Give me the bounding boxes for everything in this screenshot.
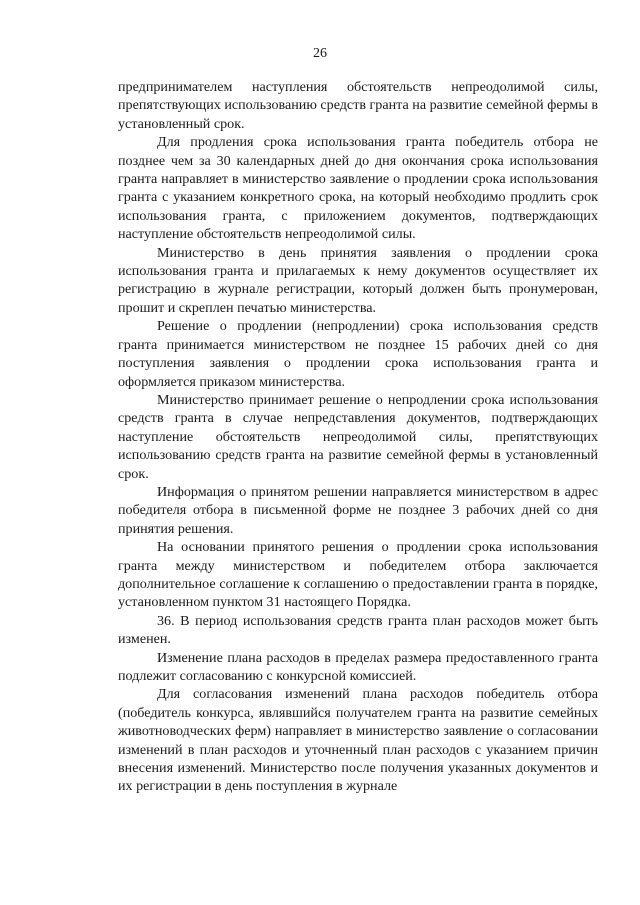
page-number: 26 [313, 46, 327, 61]
paragraph-extension-decision: Решение о продлении (непродлении) срока использования средств гранта принимается министерством не позднее 15 рабочих дней со дня поступления заявления о продлении срока использования гранта и оформляется приказом министерства. [118, 318, 598, 390]
paragraph-plan-change-procedure: Для согласования изменений плана расходов победитель отбора (победитель конкурса, являвшийся получателем гранта на развитие семейных животноводческих ферм) направляет в министерство заявление о согласовании изменений в план расходов и уточненный план расходов с указанием причин внесения изменений. Министерство после получения указанных документов и их регистрации в день поступления в журнале [118, 686, 598, 795]
paragraph-decision-notification: Информация о принятом решении направляется министерством в адрес победителя отбора в письменной форме не позднее 3 рабочих дней со дня принятия решения. [118, 483, 598, 537]
paragraph-additional-agreement: На основании принятого решения о продлении срока использования гранта между министерством и победителем отбора заключается дополнительное соглашение к соглашению о предоставлении гранта в порядке, установленном пунктом 31 настоящего Порядка. [118, 539, 598, 611]
paragraph-section-36: 36. В период использования средств гранта план расходов может быть изменен. [118, 612, 598, 648]
paragraph-application-registration: Министерство в день принятия заявления о продлении срока использования гранта и прилагаемых к нему документов осуществляет их регистрацию в журнале регистрации, который должен быть пронумерован, прошит и скреплен печатью министерства. [118, 244, 598, 316]
paragraph-plan-change-approval: Изменение плана расходов в пределах размера предоставленного гранта подлежит согласованию с конкурсной комиссией. [118, 649, 598, 684]
document-body [118, 78, 598, 796]
paragraph-continuation: предпринимателем наступления обстоятельств непреодолимой силы, препятствующих использованию средств гранта на развитие семейной фермы в установленный срок. [118, 79, 598, 132]
paragraph-grant-extension-request: Для продления срока использования гранта победитель отбора не позднее чем за 30 календарных дней до дня окончания срока использования гранта направляет в министерство заявление о продлении срока использования гранта с указанием конкретного срока, на который необходимо продлить срок использования гранта, с приложением документов, подтверждающих наступление обстоятельств непреодолимой силы. [118, 134, 598, 243]
paragraph-non-extension-decision: Министерство принимает решение о непродлении срока использования средств гранта в случае непредставления документов, подтверждающих наступление обстоятельств непреодолимой силы, препятствующих использованию средств гранта на развитие семейной фермы в установленный срок. [118, 391, 598, 482]
